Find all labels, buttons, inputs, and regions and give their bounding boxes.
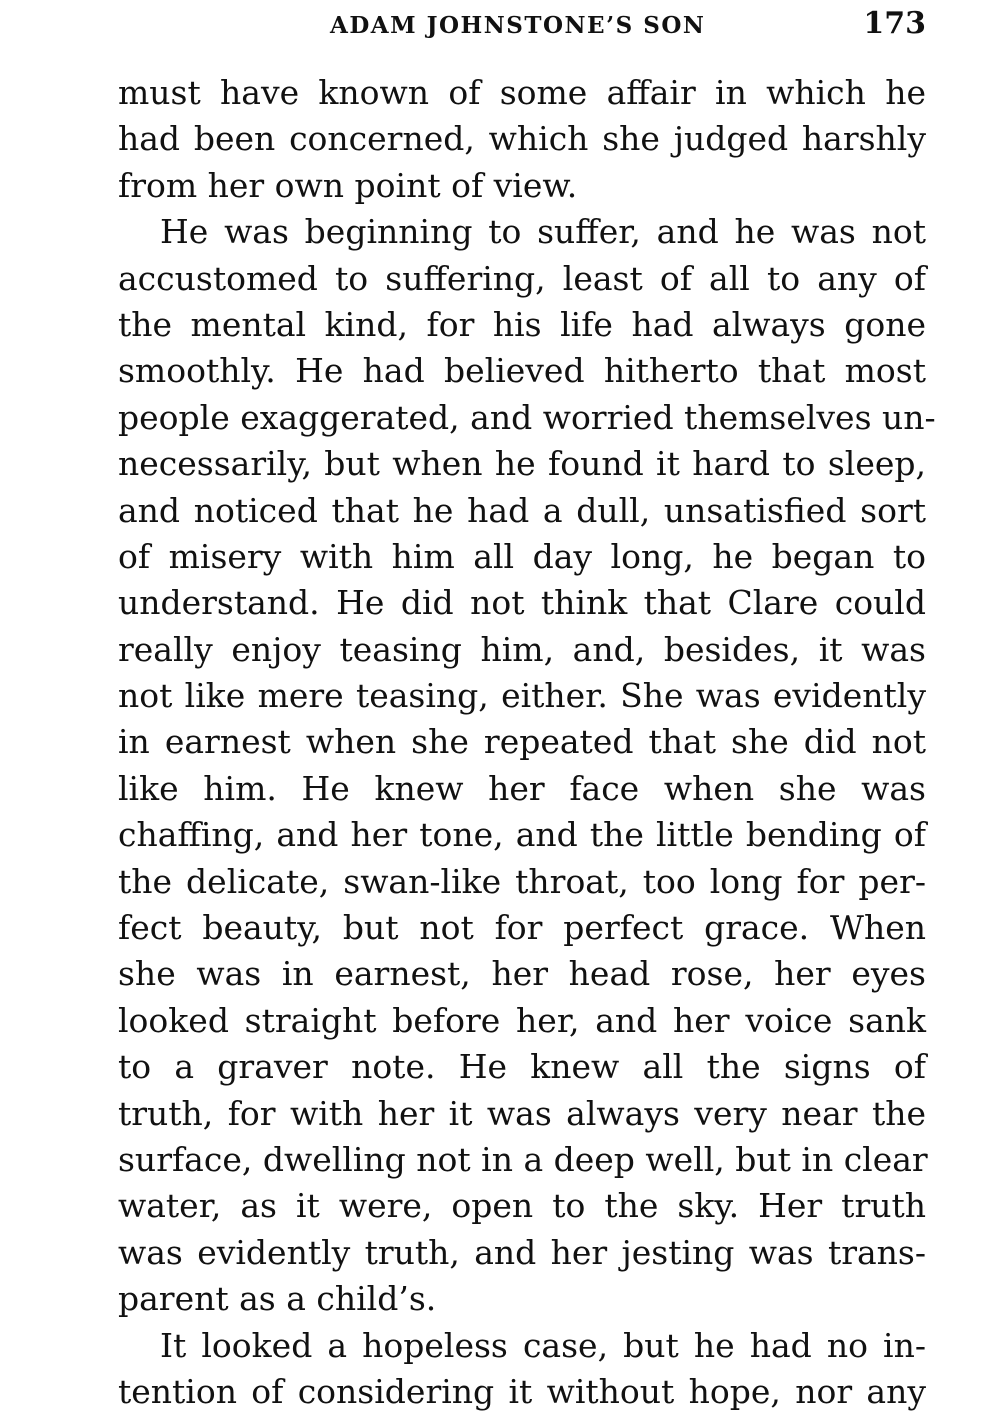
text-line: understand. He did not think that Clare could — [118, 583, 926, 623]
text-line: people exaggerated, and worried themselves un- — [118, 397, 936, 437]
running-head: ADAM JOHNSTONE’S SON — [330, 12, 706, 39]
text-line: like him. He knew her face when she was — [118, 768, 926, 808]
text-line: smoothly. He had believed hitherto that most — [118, 351, 926, 391]
text-line: not like mere teasing, either. She was evidently — [118, 676, 926, 716]
text-line: fect beauty, but not for perfect grace. When — [118, 908, 926, 948]
text-line: He was beginning to suffer, and he was not — [160, 212, 926, 252]
text-line: truth, for with her it was always very near the — [118, 1093, 926, 1133]
text-line: had been concerned, which she judged harshly — [118, 119, 926, 159]
text-line: the mental kind, for his life had always gone — [118, 304, 926, 344]
page-number: 173 — [863, 6, 926, 41]
body-text — [118, 70, 936, 1415]
paragraph-3 — [118, 1323, 926, 1416]
paragraph-2 — [118, 209, 936, 1322]
text-line: parent as a child’s. — [118, 1279, 437, 1319]
text-line: from her own point of view. — [118, 165, 578, 205]
text-line: really enjoy teasing him, and, besides, it was — [118, 629, 926, 669]
text-line: she was in earnest, her head rose, her eyes — [118, 954, 926, 994]
text-line: necessarily, but when he found it hard to sleep, — [118, 444, 926, 484]
text-line: surface, dwelling not in a deep well, but in clear — [118, 1139, 928, 1179]
text-line: was evidently truth, and her jesting was trans- — [118, 1232, 926, 1272]
text-line: to a graver note. He knew all the signs of — [118, 1047, 926, 1087]
text-line: accustomed to suffering, least of all to any of — [118, 258, 926, 298]
text-line: in earnest when she repeated that she did not — [118, 722, 926, 762]
text-line: and noticed that he had a dull, unsatisfied sort — [118, 490, 926, 530]
text-line: the delicate, swan-like throat, too long for per- — [118, 861, 926, 901]
text-line: chaffing, and her tone, and the little bending of — [118, 815, 926, 855]
text-line: of misery with him all day long, he began to — [118, 536, 926, 576]
paragraph-1 — [118, 70, 926, 209]
text-line: tention of considering it without hope, nor any — [118, 1371, 926, 1411]
text-line: It looked a hopeless case, but he had no in- — [160, 1325, 926, 1365]
text-line: water, as it were, open to the sky. Her truth — [118, 1186, 926, 1226]
page-header — [330, 4, 926, 44]
text-line: must have known of some affair in which he — [118, 73, 926, 112]
text-line: looked straight before her, and her voice sank — [118, 1000, 926, 1040]
